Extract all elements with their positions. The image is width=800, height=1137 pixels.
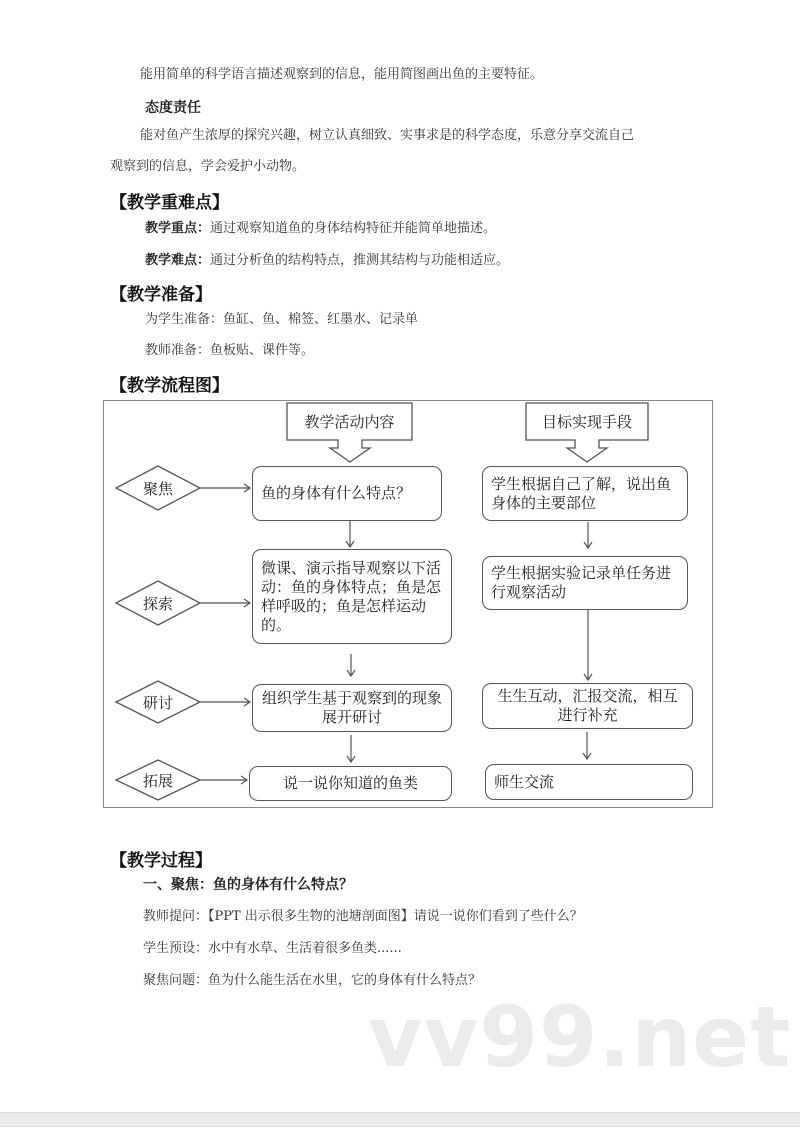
stage-label-extend: 拓展: [142, 772, 173, 790]
stage-label-focus: 聚焦: [142, 480, 173, 498]
means-box-2: 学生根据实验记录单任务进行观察活动: [482, 556, 688, 610]
means-box-3: 生生互动，汇报交流，相互进行补充: [482, 683, 693, 729]
preparation-heading: 【教学准备】: [110, 285, 212, 305]
teacher-question: 教师提问：【PPT 出示很多生物的池塘剖面图】请说一说你们看到了些什么？: [143, 909, 583, 924]
teaching-focus-text: 通过观察知道鱼的身体结构特征并能简单地描述。: [210, 221, 497, 236]
attitude-heading: 态度责任: [145, 100, 201, 116]
activity-box-focus: 鱼的身体有什么特点？: [252, 466, 442, 521]
objective-text: 能用简单的科学语言描述观察到的信息，能用简图画出鱼的主要特征。: [140, 67, 544, 82]
means-box-4: 师生交流: [485, 764, 693, 800]
process-heading: 【教学过程】: [110, 851, 212, 871]
attitude-text-line1: 能对鱼产生浓厚的探究兴趣，树立认真细致、实事求是的科学态度，乐意分享交流自己: [140, 128, 635, 143]
stage-label-discuss: 研讨: [142, 694, 173, 712]
student-preset: 学生预设：水中有水草、生活着很多鱼类......: [143, 941, 402, 956]
focus-question: 聚焦问题：鱼为什么能生活在水里，它的身体有什么特点？: [143, 973, 482, 988]
activity-box-extend: 说一说你知道的鱼类: [249, 766, 452, 801]
means-box-1: 学生根据自己了解，说出鱼身体的主要部位: [482, 466, 688, 521]
stage-label-explore: 探索: [142, 595, 173, 613]
left-column-header: 教学活动内容: [304, 413, 395, 431]
teaching-difficulty-text: 通过分析鱼的结构特点，推测其结构与功能相适应。: [210, 253, 510, 268]
teaching-difficulty-label: 教学难点：: [145, 253, 211, 268]
student-preparation: 为学生准备：鱼缸、鱼、棉签、红墨水、记录单: [145, 312, 419, 327]
right-column-header: 目标实现手段: [541, 413, 632, 431]
teaching-focus-label: 教学重点：: [145, 221, 211, 236]
key-points-heading: 【教学重难点】: [110, 193, 229, 213]
activity-box-discuss: 组织学生基于观察到的现象展开研讨: [252, 684, 452, 732]
flowchart-heading: 【教学流程图】: [110, 376, 229, 396]
section1-title: 一、聚焦：鱼的身体有什么特点？: [143, 877, 353, 893]
page-bottom-bar: [0, 1112, 800, 1127]
teacher-preparation: 教师准备：鱼板贴、课件等。: [145, 343, 315, 358]
activity-box-explore: 微课、演示指导观察以下活动：鱼的身体特点；鱼是怎样呼吸的；鱼是怎样运动的。: [252, 549, 452, 644]
attitude-text-line2: 观察到的信息，学会爱护小动物。: [110, 159, 306, 174]
watermark: vv99.net: [368, 988, 792, 1086]
